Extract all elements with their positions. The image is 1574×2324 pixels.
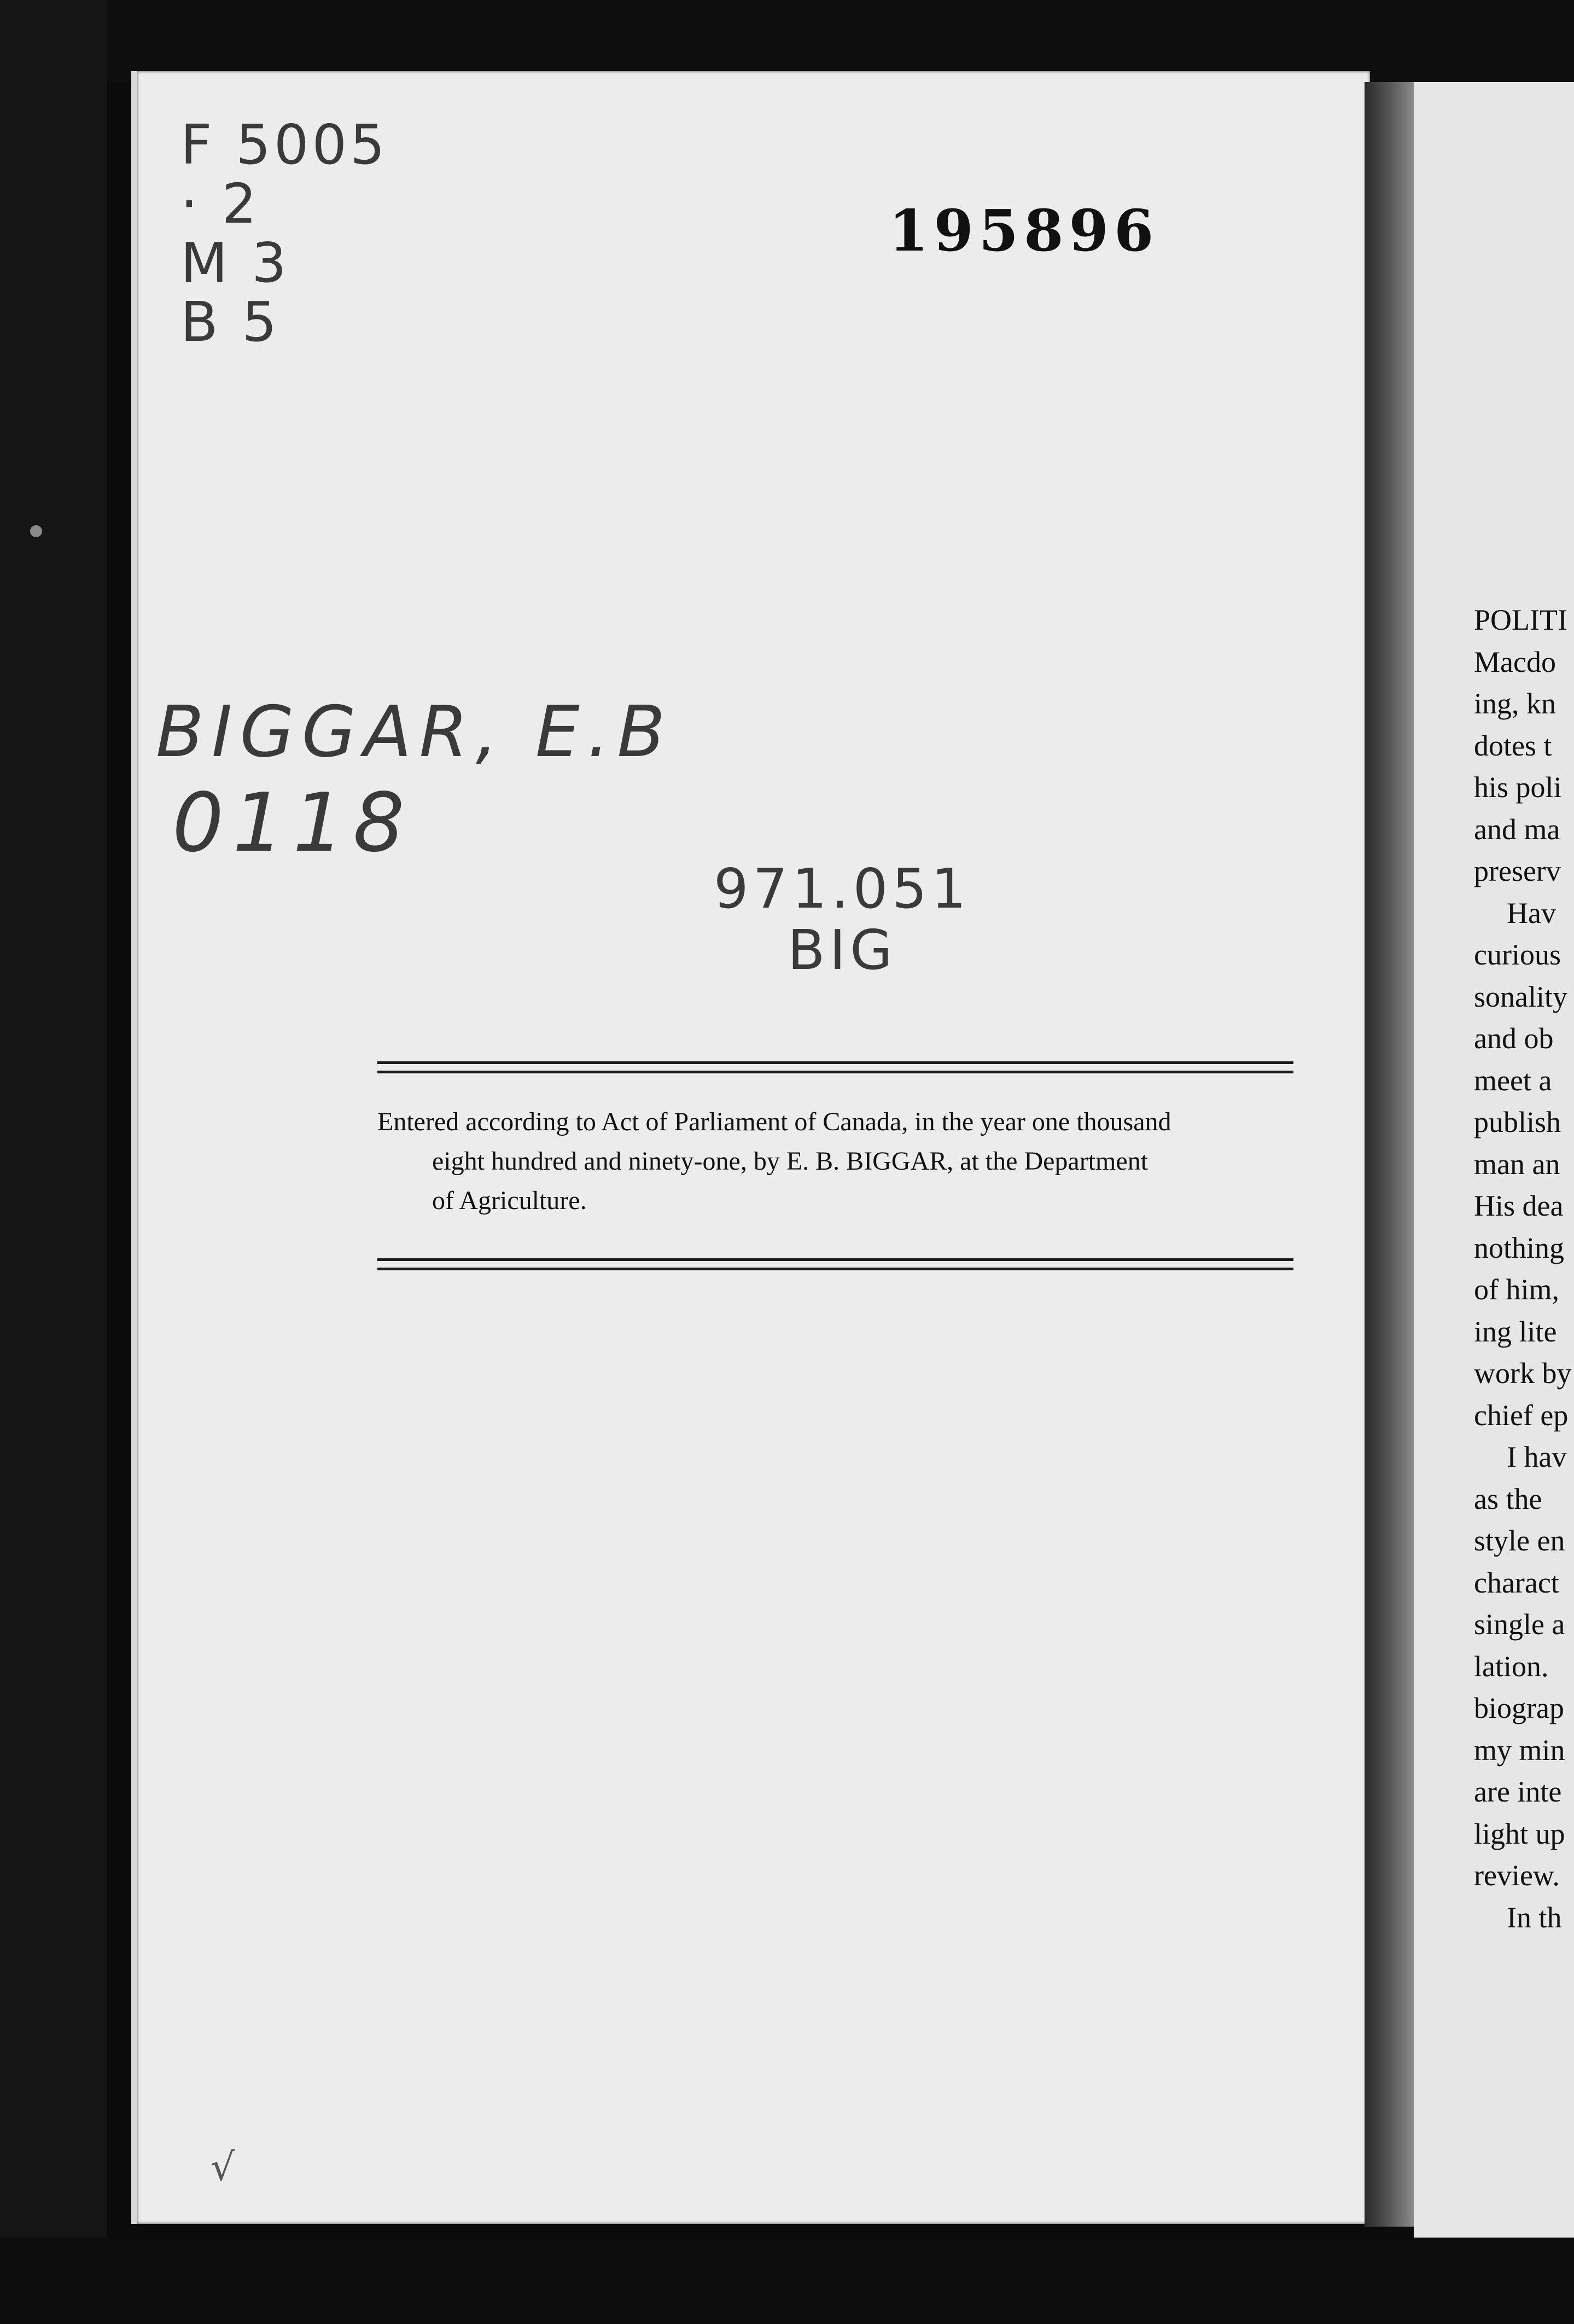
double-rule-bottom <box>377 1258 1293 1270</box>
call-number-line: · 2 <box>180 172 260 236</box>
scan-border-left <box>0 0 107 2324</box>
scan-speck <box>30 525 42 537</box>
facing-page-line: of him, <box>1474 1273 1559 1306</box>
facing-page-line: His dea <box>1474 1189 1564 1222</box>
facing-page-line: my min <box>1474 1733 1565 1767</box>
copyright-line: of Agriculture. <box>432 1186 587 1215</box>
copyright-notice <box>377 1102 1296 1221</box>
facing-page-line: and ma <box>1474 812 1560 846</box>
facing-page-line: POLITI <box>1474 603 1567 636</box>
facing-page-line: ing, kn <box>1474 687 1556 720</box>
facing-page-line: light up <box>1474 1817 1565 1850</box>
facing-page-line: meet a <box>1474 1064 1552 1097</box>
facing-page-line: curious <box>1474 938 1561 971</box>
facing-page-line: and ob <box>1474 1022 1554 1055</box>
facing-page-line: single a <box>1474 1608 1565 1641</box>
facing-page-line: preserv <box>1474 855 1561 887</box>
copyright-line: eight hundred and ninety-one, by E. B. BIGGAR, at the Department <box>432 1147 1149 1176</box>
facing-page-line: charact <box>1474 1566 1559 1599</box>
facing-page <box>1414 82 1574 2238</box>
call-number-line: B 5 <box>180 290 281 354</box>
facing-page-line: ing lite <box>1474 1315 1557 1348</box>
facing-page-line: man an <box>1474 1147 1560 1181</box>
facing-page-line: are inte <box>1474 1775 1562 1808</box>
call-number-line: M 3 <box>180 231 290 295</box>
facing-page-line: style en <box>1474 1524 1565 1557</box>
facing-page-line: Macdo <box>1474 645 1556 678</box>
facing-page-line: his poli <box>1474 771 1562 804</box>
facing-page-line: as the <box>1474 1482 1542 1515</box>
double-rule-top <box>377 1061 1293 1073</box>
facing-page-line: I hav <box>1507 1440 1567 1473</box>
handwritten-dewey-number <box>714 857 971 984</box>
facing-page-line: dotes t <box>1474 729 1552 762</box>
facing-page-line: chief ep <box>1474 1398 1569 1432</box>
handwritten-call-number <box>180 113 388 354</box>
facing-page-line: lation. <box>1474 1649 1549 1683</box>
facing-page-line: biograp <box>1474 1692 1564 1724</box>
facing-page-line: nothing <box>1474 1231 1565 1264</box>
book-gutter-shadow <box>1365 82 1414 2227</box>
facing-page-line: review. <box>1474 1859 1560 1892</box>
facing-page-line: work by <box>1474 1357 1572 1390</box>
pencil-check-mark: √ <box>211 2145 235 2189</box>
facing-page-text <box>1474 599 1574 1938</box>
dewey-line: BIG <box>787 918 897 982</box>
handwritten-code: 0118 <box>172 776 413 870</box>
facing-page-line: sonality <box>1474 980 1567 1013</box>
facing-page-line: publish <box>1474 1106 1561 1138</box>
handwritten-author: BIGGAR, E.B <box>156 692 673 773</box>
copyright-line: Entered according to Act of Parliament of Canada, in the year one thousand <box>377 1107 1171 1136</box>
call-number-line: F 5005 <box>180 113 388 177</box>
facing-page-line: Hav <box>1507 896 1556 929</box>
scan-border-bottom <box>0 2238 1574 2324</box>
accession-number-stamp: 195896 <box>889 197 1159 264</box>
dewey-line: 971.051 <box>714 857 971 921</box>
facing-page-line: In th <box>1507 1901 1562 1934</box>
scan-border-top <box>0 0 1574 82</box>
